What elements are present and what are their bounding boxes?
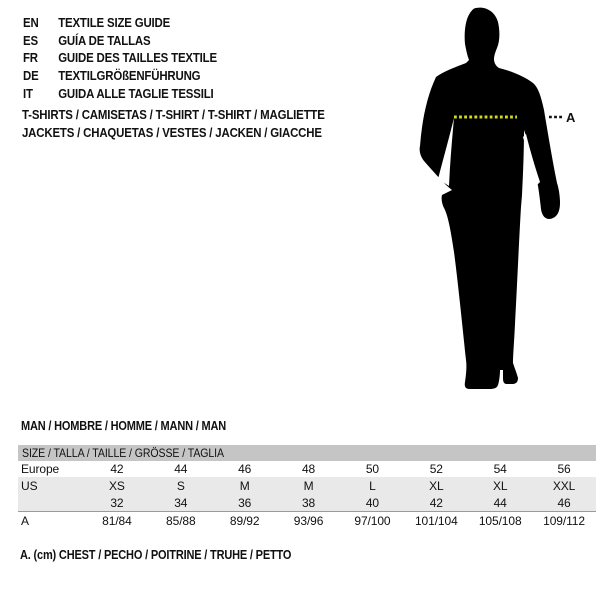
size-value: 34 — [174, 495, 188, 510]
size-value: 44 — [174, 462, 188, 476]
language-row-it — [23, 85, 217, 103]
size-value: 101/104 — [414, 514, 458, 528]
size-value: 50 — [365, 462, 380, 476]
language-label: GUIDE DES TAILLES TEXTILE — [58, 50, 217, 66]
language-row-fr — [23, 49, 217, 67]
language-code: EN — [23, 15, 39, 30]
language-row-es — [23, 32, 217, 50]
size-value: 46 — [557, 495, 571, 510]
table-row-europe — [18, 461, 596, 477]
size-value: M — [303, 478, 314, 493]
category-line-jackets: JACKETS / CHAQUETAS / VESTES / JACKEN / GIACCHE — [22, 125, 322, 141]
size-value: 109/112 — [543, 514, 585, 528]
size-value: 38 — [301, 495, 316, 510]
size-value: 44 — [493, 495, 507, 510]
size-value: 32 — [110, 495, 124, 510]
row-label: A — [21, 514, 29, 528]
size-value: S — [176, 478, 185, 493]
size-value: 81/84 — [102, 514, 132, 528]
measurement-footnote: A. (cm) CHEST / PECHO / POITRINE / TRUHE / PETTO — [20, 548, 292, 562]
man-silhouette — [420, 8, 560, 389]
language-label: GUIDA ALLE TAGLIE TESSILI — [58, 85, 214, 101]
size-value: M — [239, 478, 250, 493]
size-value: 89/92 — [229, 514, 260, 528]
section-heading-man: MAN / HOMBRE / HOMME / MANN / MAN — [21, 419, 227, 433]
size-value: XS — [109, 478, 125, 493]
size-value: 85/88 — [166, 514, 196, 528]
row-label: Europe — [21, 462, 60, 476]
size-value: 93/96 — [293, 514, 324, 528]
measurement-label-a: A — [566, 110, 576, 125]
size-value: XL — [429, 478, 444, 493]
size-value: XL — [492, 478, 508, 493]
size-value: 56 — [557, 462, 571, 476]
category-line-tshirts: T-SHIRTS / CAMISETAS / T-SHIRT / T-SHIRT / MAGLIETTE — [22, 107, 325, 122]
language-row-en — [23, 14, 217, 32]
table-row-us — [18, 477, 596, 494]
language-label: TEXTILGRÖßENFÜHRUNG — [58, 68, 201, 84]
language-label: GUÍA DE TALLAS — [58, 32, 151, 48]
table-row-chest-a — [18, 511, 596, 530]
size-value: 54 — [493, 462, 507, 476]
language-code: IT — [23, 85, 33, 101]
language-code: FR — [23, 50, 38, 66]
row-label: US — [21, 478, 38, 493]
size-value: 42 — [429, 495, 443, 510]
language-code: ES — [23, 32, 38, 48]
language-code: DE — [23, 68, 39, 84]
size-value: 46 — [238, 462, 252, 476]
language-label: TEXTILE SIZE GUIDE — [58, 15, 171, 30]
size-table-header: SIZE / TALLA / TAILLE / GRÖSSE / TAGLIA — [18, 445, 596, 461]
language-guide-list — [23, 14, 217, 102]
size-value: 40 — [365, 495, 380, 510]
size-value: L — [369, 478, 376, 493]
size-value: 105/108 — [478, 514, 522, 528]
size-value: 48 — [301, 462, 316, 476]
table-row-numeric — [18, 494, 596, 511]
size-table — [18, 445, 596, 530]
size-value: 36 — [238, 495, 252, 510]
size-value: 42 — [110, 462, 124, 476]
man-silhouette-figure — [410, 0, 580, 400]
size-value: XXL — [552, 478, 576, 493]
size-value: 52 — [429, 462, 443, 476]
size-value: 97/100 — [354, 514, 391, 528]
language-row-de — [23, 67, 217, 85]
